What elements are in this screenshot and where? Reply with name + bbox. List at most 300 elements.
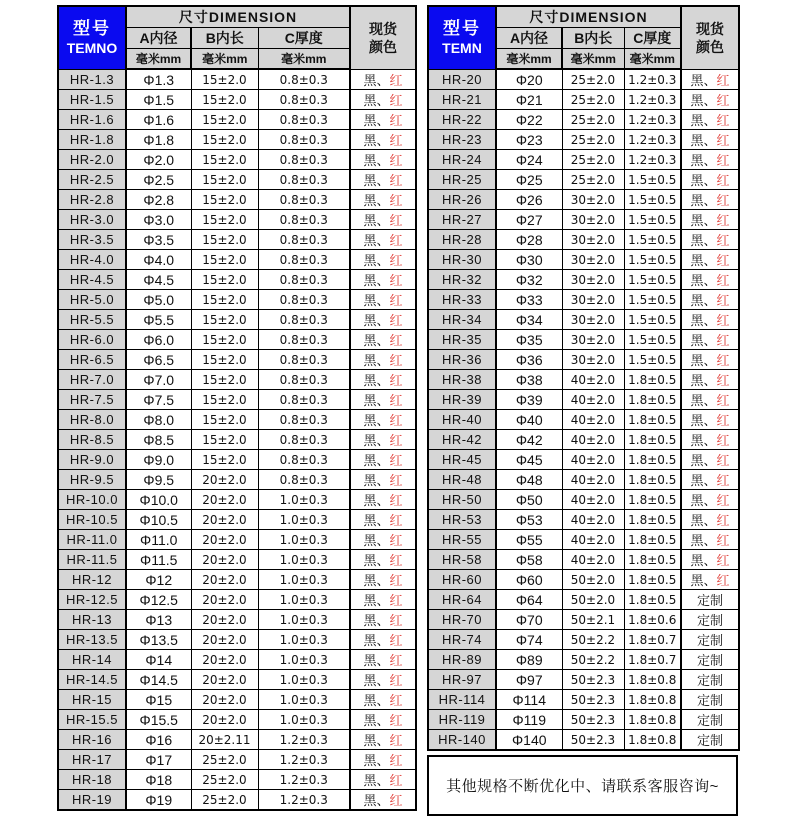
inner-diameter-cell: Φ8.5 [126,430,191,450]
thickness-cell: 1.8±0.8 [624,710,681,730]
inner-diameter-cell: Φ48 [496,470,562,490]
thickness-cell: 1.5±0.5 [624,210,681,230]
spec-row [58,69,416,90]
spec-row [58,190,416,210]
stock-color-cell [350,570,416,590]
stock-color-cell [681,470,739,490]
stock-color-cell: 定制 [681,670,739,690]
thickness-cell: 1.8±0.5 [624,490,681,510]
color-red-label: 红 [716,233,730,248]
color-red-label: 红 [716,113,730,128]
stock-color-cell [350,390,416,410]
color-black-label: 黑、 [363,213,390,228]
inner-length-cell: 25±2.0 [562,90,624,110]
spec-row [428,450,739,470]
model-cell: HR-21 [428,90,496,110]
thickness-cell: 0.8±0.3 [258,110,350,130]
stock-color-cell [350,430,416,450]
inner-diameter-cell: Φ18 [126,770,191,790]
color-red-label: 红 [716,533,730,548]
thickness-cell: 0.8±0.3 [258,370,350,390]
color-red-label: 红 [389,793,403,808]
thickness-cell: 1.5±0.5 [624,170,681,190]
thickness-cell: 0.8±0.3 [258,450,350,470]
stock-color-cell [350,230,416,250]
inner-length-cell: 20±2.0 [191,470,258,490]
inner-length-cell: 25±2.0 [562,130,624,150]
stock-color-cell [350,650,416,670]
inner-length-cell: 15±2.0 [191,390,258,410]
inner-diameter-cell: Φ12.5 [126,590,191,610]
inner-diameter-cell: Φ114 [496,690,562,710]
model-cell: HR-38 [428,370,496,390]
inner-diameter-cell: Φ11.5 [126,550,191,570]
stock-color-cell [350,210,416,230]
inner-length-cell: 40±2.0 [562,470,624,490]
stock-color-cell [681,530,739,550]
thickness-cell: 1.5±0.5 [624,190,681,210]
thickness-cell: 0.8±0.3 [258,190,350,210]
model-cell: HR-17 [58,750,126,770]
inner-diameter-cell: Φ5.5 [126,310,191,330]
color-red-label: 红 [716,313,730,328]
inner-length-cell: 15±2.0 [191,270,258,290]
thickness-cell: 1.5±0.5 [624,250,681,270]
spec-row [58,550,416,570]
stock-color-cell: 定制 [681,730,739,751]
inner-diameter-cell: Φ14 [126,650,191,670]
model-cell: HR-8.5 [58,430,126,450]
col-c-unit: 毫米mm [258,49,350,70]
col-c-unit: 毫米mm [624,49,681,70]
color-black-label: 黑、 [690,213,717,228]
inner-length-cell: 40±2.0 [562,530,624,550]
spec-row [58,790,416,811]
stock-color-cell [681,390,739,410]
stock-color-cell: 定制 [681,630,739,650]
model-cell: HR-89 [428,650,496,670]
color-black-label: 黑、 [690,72,717,88]
inner-length-cell: 30±2.0 [562,270,624,290]
model-header-title: 型号 [443,19,481,39]
stock-color-cell [681,510,739,530]
col-a-header: A内径 [496,28,562,49]
spec-row [428,230,739,250]
color-red-label: 红 [389,333,403,348]
thickness-cell: 1.2±0.3 [624,90,681,110]
stock-color-cell [350,170,416,190]
color-red-label: 红 [389,293,403,308]
inner-length-cell: 25±2.0 [562,69,624,90]
model-cell: HR-4.5 [58,270,126,290]
color-black-label: 黑、 [363,113,390,128]
inner-diameter-cell: Φ40 [496,410,562,430]
inner-diameter-cell: Φ55 [496,530,562,550]
thickness-cell: 1.0±0.3 [258,710,350,730]
spec-row [428,690,739,710]
color-black-label: 黑、 [363,333,390,348]
inner-length-cell: 30±2.0 [562,310,624,330]
spec-row [58,250,416,270]
inner-diameter-cell: Φ2.0 [126,150,191,170]
stock-color-cell [350,190,416,210]
inner-length-cell: 15±2.0 [191,110,258,130]
inner-diameter-cell: Φ30 [496,250,562,270]
inner-diameter-cell: Φ60 [496,570,562,590]
color-black-label: 黑、 [363,573,390,588]
color-red-label: 红 [716,373,730,388]
inner-length-cell: 30±2.0 [562,190,624,210]
inner-length-cell: 50±2.1 [562,610,624,630]
color-black-label: 黑、 [690,553,717,568]
inner-diameter-cell: Φ10.0 [126,490,191,510]
color-black-label: 黑、 [363,673,390,688]
spec-table-left [57,5,417,811]
inner-length-cell: 20±2.0 [191,510,258,530]
thickness-cell: 1.8±0.5 [624,530,681,550]
color-black-label: 黑、 [690,453,717,468]
thickness-cell: 0.8±0.3 [258,170,350,190]
inner-length-cell: 30±2.0 [562,210,624,230]
right-table-container [427,5,738,816]
color-red-label: 红 [389,133,403,148]
stock-color-cell [681,230,739,250]
thickness-cell: 1.0±0.3 [258,630,350,650]
model-cell: HR-12 [58,570,126,590]
color-black-label: 黑、 [690,473,717,488]
model-cell: HR-1.8 [58,130,126,150]
inner-length-cell: 25±2.0 [562,150,624,170]
color-black-label: 黑、 [690,373,717,388]
stock-color-cell [681,250,739,270]
inner-length-cell: 50±2.3 [562,730,624,751]
spec-row [58,770,416,790]
inner-diameter-cell: Φ2.8 [126,190,191,210]
model-header-cell [428,6,496,69]
inner-diameter-cell: Φ16 [126,730,191,750]
col-b-unit: 毫米mm [562,49,624,70]
stock-color-cell: 定制 [681,690,739,710]
thickness-cell: 0.8±0.3 [258,210,350,230]
color-red-label: 红 [389,473,403,488]
inner-diameter-cell: Φ21 [496,90,562,110]
spec-row [58,710,416,730]
inner-diameter-cell: Φ26 [496,190,562,210]
spec-row [428,630,739,650]
model-cell: HR-42 [428,430,496,450]
stock-color-cell [681,210,739,230]
inner-diameter-cell: Φ13.5 [126,630,191,650]
inner-length-cell: 20±2.0 [191,690,258,710]
inner-length-cell: 40±2.0 [562,390,624,410]
spec-row [428,290,739,310]
thickness-cell: 1.8±0.5 [624,510,681,530]
stock-color-cell [350,150,416,170]
col-b-header: B内长 [191,28,258,49]
model-cell: HR-22 [428,110,496,130]
color-red-label: 红 [389,733,403,748]
color-red-label: 红 [389,373,403,388]
thickness-cell: 1.0±0.3 [258,610,350,630]
color-black-label: 黑、 [363,313,390,328]
color-red-label: 红 [716,493,730,508]
spec-row [58,410,416,430]
model-cell: HR-39 [428,390,496,410]
inner-diameter-cell: Φ13 [126,610,191,630]
model-cell: HR-10.0 [58,490,126,510]
color-red-label: 红 [389,313,403,328]
right-table-header [428,6,739,69]
inner-length-cell: 40±2.0 [562,370,624,390]
spec-row [428,350,739,370]
stock-color-cell [350,790,416,811]
color-red-label: 红 [389,613,403,628]
inner-length-cell: 50±2.3 [562,710,624,730]
spec-row [58,310,416,330]
spec-row [428,550,739,570]
color-red-label: 红 [716,433,730,448]
model-cell: HR-5.5 [58,310,126,330]
stock-color-cell [350,350,416,370]
inner-length-cell: 20±2.0 [191,490,258,510]
inner-length-cell: 15±2.0 [191,350,258,370]
inner-length-cell: 15±2.0 [191,290,258,310]
model-cell: HR-33 [428,290,496,310]
color-black-label: 黑、 [363,613,390,628]
color-black-label: 黑、 [690,353,717,368]
thickness-cell: 1.8±0.8 [624,670,681,690]
inner-diameter-cell: Φ8.0 [126,410,191,430]
color-black-label: 黑、 [363,693,390,708]
thickness-cell: 0.8±0.3 [258,390,350,410]
inner-diameter-cell: Φ64 [496,590,562,610]
inner-diameter-cell: Φ19 [126,790,191,811]
inner-diameter-cell: Φ22 [496,110,562,130]
color-red-label: 红 [389,213,403,228]
inner-diameter-cell: Φ25 [496,170,562,190]
thickness-cell: 0.8±0.3 [258,350,350,370]
model-cell: HR-8.0 [58,410,126,430]
inner-diameter-cell: Φ12 [126,570,191,590]
color-black-label: 黑、 [690,573,717,588]
thickness-cell: 0.8±0.3 [258,270,350,290]
note-box [427,755,738,816]
model-cell: HR-9.0 [58,450,126,470]
inner-length-cell: 20±2.11 [191,730,258,750]
stock-color-cell [350,550,416,570]
color-black-label: 黑、 [690,93,717,108]
stock-color-cell [350,250,416,270]
spec-row [428,310,739,330]
spec-row [428,270,739,290]
spec-table-right [427,5,740,751]
color-black-label: 黑、 [690,153,717,168]
stock-color-cell [681,310,739,330]
inner-diameter-cell: Φ1.8 [126,130,191,150]
inner-diameter-cell: Φ1.5 [126,90,191,110]
stock-color-cell [350,270,416,290]
inner-length-cell: 15±2.0 [191,150,258,170]
dimension-header-cell: 尺寸DIMENSION [126,6,350,28]
color-red-label: 红 [716,453,730,468]
color-black-label: 黑、 [690,133,717,148]
col-b-unit: 毫米mm [191,49,258,70]
model-cell: HR-6.5 [58,350,126,370]
model-cell: HR-3.0 [58,210,126,230]
inner-diameter-cell: Φ97 [496,670,562,690]
stock-color-cell [350,710,416,730]
stock-color-cell [681,90,739,110]
color-black-label: 黑、 [363,433,390,448]
inner-length-cell: 20±2.0 [191,670,258,690]
color-black-label: 黑、 [363,353,390,368]
model-cell: HR-97 [428,670,496,690]
col-b-header: B内长 [562,28,624,49]
stock-color-cell [681,410,739,430]
inner-diameter-cell: Φ15 [126,690,191,710]
thickness-cell: 1.0±0.3 [258,530,350,550]
stock-color-cell [350,130,416,150]
spec-row [428,370,739,390]
inner-diameter-cell: Φ140 [496,730,562,751]
inner-length-cell: 15±2.0 [191,250,258,270]
inner-diameter-cell: Φ6.0 [126,330,191,350]
spec-row [58,390,416,410]
model-cell: HR-140 [428,730,496,751]
stock-color-cell [350,470,416,490]
stock-color-cell: 定制 [681,610,739,630]
spec-row [58,590,416,610]
model-cell: HR-23 [428,130,496,150]
inner-diameter-cell: Φ17 [126,750,191,770]
model-cell: HR-35 [428,330,496,350]
thickness-cell: 1.2±0.3 [624,110,681,130]
model-cell: HR-34 [428,310,496,330]
inner-diameter-cell: Φ3.0 [126,210,191,230]
thickness-cell: 1.8±0.5 [624,550,681,570]
left-table-body [58,69,416,810]
thickness-cell: 1.5±0.5 [624,310,681,330]
model-cell: HR-48 [428,470,496,490]
model-cell: HR-53 [428,510,496,530]
inner-diameter-cell: Φ9.0 [126,450,191,470]
spec-row [428,650,739,670]
thickness-cell: 1.8±0.5 [624,590,681,610]
stock-color-cell [350,370,416,390]
col-c-header: C厚度 [258,28,350,49]
inner-length-cell: 40±2.0 [562,430,624,450]
spec-row [58,150,416,170]
color-black-label: 黑、 [363,373,390,388]
inner-diameter-cell: Φ2.5 [126,170,191,190]
spec-row [428,170,739,190]
model-cell: HR-55 [428,530,496,550]
color-black-label: 黑、 [363,72,390,88]
right-table-body [428,69,739,750]
color-black-label: 黑、 [363,653,390,668]
stock-color-cell [350,750,416,770]
stock-color-cell [681,270,739,290]
color-red-label: 红 [389,153,403,168]
spec-row [428,130,739,150]
color-black-label: 黑、 [690,393,717,408]
inner-length-cell: 20±2.0 [191,550,258,570]
color-red-label: 红 [716,553,730,568]
inner-length-cell: 30±2.0 [562,230,624,250]
stock-color-cell [350,410,416,430]
inner-length-cell: 30±2.0 [562,330,624,350]
stock-color-cell [350,630,416,650]
inner-diameter-cell: Φ28 [496,230,562,250]
color-black-label: 黑、 [363,713,390,728]
model-cell: HR-2.8 [58,190,126,210]
thickness-cell: 1.0±0.3 [258,590,350,610]
thickness-cell: 1.8±0.5 [624,450,681,470]
spec-row [428,90,739,110]
model-cell: HR-74 [428,630,496,650]
col-a-unit: 毫米mm [496,49,562,70]
color-red-label: 红 [389,493,403,508]
inner-diameter-cell: Φ70 [496,610,562,630]
stock-color-header-cell [681,6,739,69]
color-black-label: 黑、 [363,393,390,408]
stock-color-cell [681,69,739,90]
stock-color-cell: 定制 [681,650,739,670]
inner-diameter-cell: Φ33 [496,290,562,310]
thickness-cell: 1.5±0.5 [624,270,681,290]
color-red-label: 红 [389,693,403,708]
color-black-label: 黑、 [690,333,717,348]
thickness-cell: 1.2±0.3 [258,750,350,770]
stock-color-cell [681,490,739,510]
inner-length-cell: 15±2.0 [191,90,258,110]
color-black-label: 黑、 [363,453,390,468]
inner-diameter-cell: Φ15.5 [126,710,191,730]
thickness-cell: 1.8±0.5 [624,390,681,410]
stock-header-line2: 颜色 [696,38,725,55]
model-cell: HR-27 [428,210,496,230]
inner-length-cell: 50±2.0 [562,590,624,610]
color-red-label: 红 [716,72,730,88]
spec-row [428,530,739,550]
model-cell: HR-7.0 [58,370,126,390]
thickness-cell: 0.8±0.3 [258,410,350,430]
thickness-cell: 0.8±0.3 [258,290,350,310]
spec-row [428,390,739,410]
spec-row [58,470,416,490]
model-cell: HR-3.5 [58,230,126,250]
model-cell: HR-25 [428,170,496,190]
spec-row [58,90,416,110]
model-cell: HR-26 [428,190,496,210]
inner-diameter-cell: Φ6.5 [126,350,191,370]
color-black-label: 黑、 [363,773,390,788]
inner-length-cell: 30±2.0 [562,350,624,370]
thickness-cell: 0.8±0.3 [258,130,350,150]
color-black-label: 黑、 [363,533,390,548]
thickness-cell: 1.8±0.5 [624,430,681,450]
model-cell: HR-11.0 [58,530,126,550]
model-cell: HR-13.5 [58,630,126,650]
color-red-label: 红 [716,513,730,528]
spec-row [58,670,416,690]
inner-length-cell: 30±2.0 [562,290,624,310]
thickness-cell: 1.2±0.3 [624,130,681,150]
color-black-label: 黑、 [363,133,390,148]
stock-color-cell [681,370,739,390]
thickness-cell: 1.8±0.5 [624,410,681,430]
inner-length-cell: 40±2.0 [562,490,624,510]
